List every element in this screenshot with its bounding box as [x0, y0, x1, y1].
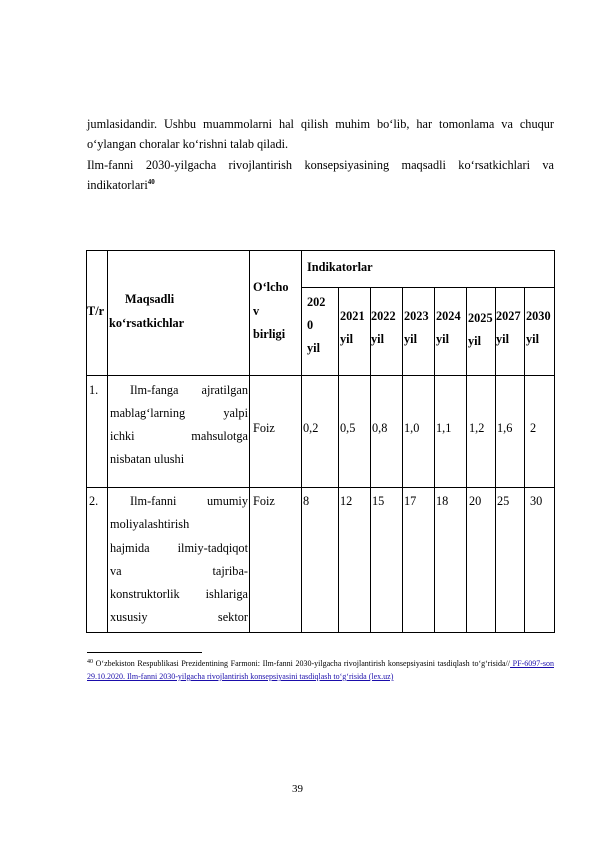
header-year-2020-l2: 0: [307, 318, 314, 332]
row1-goal-line: Ilm-fanga ajratilgan: [130, 383, 248, 397]
row1-value-2027: 1,6: [497, 421, 513, 435]
table-border-top: [86, 250, 555, 251]
col-divider: [402, 287, 403, 633]
row2-goal-line: hajmida ilmiy-tadqiqot: [110, 541, 248, 555]
footnote-number: 40: [87, 659, 93, 665]
header-year-suffix: yil: [340, 332, 353, 346]
row1-num: 1.: [89, 383, 99, 397]
col-divider: [434, 287, 435, 633]
footnote-text: O‘zbekiston Respublikasi Prezidentining Farmoni: Ilm-fanni 2030-yilgacha rivojlantirish konsepsiyasini tasdiqlash to‘g‘risida//: [95, 659, 511, 668]
row1-value-2025: 1,2: [469, 421, 485, 435]
header-year-2022: 2022: [371, 309, 396, 323]
header-year-2020-l1: 202: [307, 295, 326, 309]
row1-value-2020: 0,2: [303, 421, 319, 435]
row2-value-2025: 20: [469, 494, 482, 508]
body-paragraph: jumlasidandir. Ushbu muammolarni hal qilish muhim bo‘lib, har tomonlama va chuqur o‘ylangan choralar ko‘rishni talab qiladi.: [87, 117, 554, 151]
row2-num: 2.: [89, 494, 99, 508]
row1-value-2023: 1,0: [404, 421, 420, 435]
table-border-bottom: [86, 632, 555, 633]
header-num: T/r: [87, 304, 105, 318]
col-divider: [249, 250, 250, 633]
header-unit-line2: v: [253, 304, 260, 318]
row2-goal-line: moliyalashtirish: [110, 517, 190, 531]
row2-goal-line: xususiy sektor: [110, 610, 248, 624]
header-indicators: Indikatorlar: [307, 260, 373, 274]
header-goal-line1: Maqsadli: [125, 292, 175, 306]
table-border-right: [554, 250, 555, 633]
page-number: 39: [292, 783, 303, 795]
header-year-suffix: yil: [436, 332, 449, 346]
row1-value-2022: 0,8: [372, 421, 388, 435]
header-year-2023: 2023: [404, 309, 429, 323]
caption-text: Ilm-fanni 2030-yilgacha rivojlantirish konsepsiyasining maqsadli ko‘rsatkichlari va indikatorlari: [87, 158, 554, 192]
header-year-suffix: yil: [404, 332, 417, 346]
row1-goal-line: mablag‘larning yalpi: [110, 406, 248, 420]
footnote: [87, 657, 554, 683]
row2-goal-line: Ilm-fanni umumiy: [130, 494, 248, 508]
header-year-2030: 2030: [526, 309, 551, 323]
table-header-bottom: [86, 375, 555, 376]
col-divider: [107, 250, 108, 633]
footnote-ref[interactable]: 40: [147, 178, 155, 186]
row1-value-2024: 1,1: [436, 421, 452, 435]
footnote-separator: [87, 652, 202, 653]
header-year-2021: 2021: [340, 309, 365, 323]
header-goal-line2: ko‘rsatkichlar: [109, 316, 185, 330]
row1-goal-line: nisbatan ulushi: [110, 452, 185, 466]
row1-goal-line: ichki mahsulotga: [110, 429, 248, 443]
col-divider: [301, 250, 302, 633]
row1-value-2021: 0,5: [340, 421, 356, 435]
table-header-split: [301, 287, 555, 288]
col-divider: [466, 287, 467, 633]
row2-unit: Foiz: [253, 494, 275, 508]
row2-value-2022: 15: [372, 494, 385, 508]
row2-value-2027: 25: [497, 494, 510, 508]
header-year-suffix: yil: [371, 332, 384, 346]
row2-value-2021: 12: [340, 494, 353, 508]
header-unit-line3: birligi: [253, 327, 286, 341]
row2-goal-line: va tajriba-: [110, 564, 248, 578]
header-year-2027: 2027: [496, 309, 521, 323]
header-year-suffix: yil: [468, 334, 481, 348]
row2-value-2023: 17: [404, 494, 417, 508]
footnote-link[interactable]: PF-6097-son 29.10.2020. Ilm-fanni 2030-yilgacha rivojlantirish konsepsiyasini tasdiqlash to‘g‘risida (lex.uz): [87, 659, 554, 681]
row2-value-2024: 18: [436, 494, 449, 508]
row2-value-2030: 30: [530, 494, 543, 508]
row2-value-2020: 8: [303, 494, 310, 508]
header-year-2024: 2024: [436, 309, 461, 323]
row1-value-2030: 2: [530, 421, 537, 435]
col-divider: [338, 287, 339, 633]
header-year-suffix: yil: [526, 332, 539, 346]
col-divider: [524, 287, 525, 633]
row1-unit: Foiz: [253, 421, 275, 435]
header-year-2020-l3: yil: [307, 341, 320, 355]
row2-goal-line: konstruktorlik ishlariga: [110, 587, 248, 601]
header-year-suffix: yil: [496, 332, 509, 346]
header-year-2025: 2025: [468, 311, 493, 325]
table-row1-bottom: [86, 487, 555, 488]
header-unit-line1: O‘lcho: [253, 280, 289, 294]
